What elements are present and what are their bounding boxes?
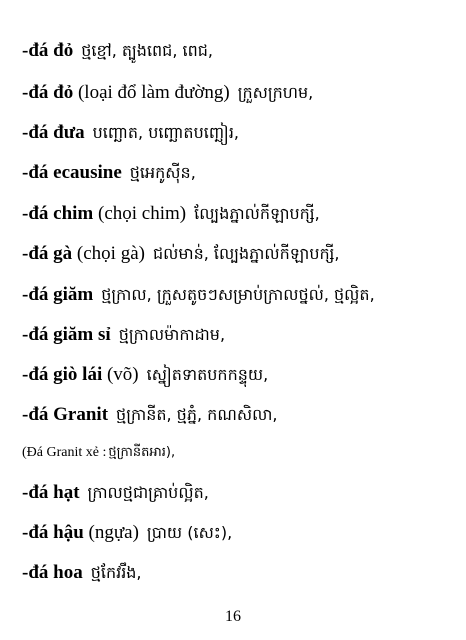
entry-qualifier: (chọi gà) [72,243,145,264]
entry-headword: -đá gà [22,243,73,264]
entry-headword: -đá đỏ [22,40,74,61]
entry-da-ga [22,243,339,265]
entry-da-granit [22,404,277,426]
entry-translation: ជល់មាន់, ល្បែងភ្នាល់កីឡាបក្សី, [152,244,340,263]
entry-da-granit-xe-note [22,442,175,464]
entry-translation: ថ្មក្រានីតអារ), [108,445,176,460]
page-number: 16 [225,608,241,625]
entry-headword: -đá ecausine [22,162,122,183]
entry-translation: បញ្ឆោត, បញ្ឆោតបញ្ឆៀរ, [92,123,239,142]
entry-qualifier: (võ) [102,364,139,385]
entry-translation: ល្បែងភ្នាល់កីឡាបក្សី, [194,204,320,223]
entry-headword: -đá hạt [22,482,80,503]
entry-da-hau [22,522,232,544]
entry-translation: ថ្មខ្មៅ, ត្បូងពេជ, ពេជ, [81,41,213,60]
entry-da-giam [22,284,375,306]
entry-da-dua [22,122,239,144]
entry-da-hoa [22,562,142,584]
entry-da-gio-lai [22,364,268,386]
entry-translation: ថ្មក្រាលម៉ាកាដាម, [118,325,226,344]
entry-translation: ថ្មអេកូស៊ីន, [129,163,196,182]
entry-translation: ថ្មក្រានីត, ថ្មភ្នំ, កណសិលា, [116,405,278,424]
entry-headword: -đá hoa [22,562,83,583]
entry-da-hat [22,482,209,504]
entry-headword: -đá giăm [22,284,94,305]
entry-headword: -đá Granit [22,404,109,425]
entry-headword: -đá chim [22,203,94,224]
entry-translation: ប្រាយ (សេះ), [146,523,233,542]
entry-translation: ក្រាលថ្មជាគ្រាប់ល្អិត, [87,483,209,502]
entry-da-chim [22,203,320,225]
entry-translation: ថ្មកែវរឹង, [90,563,142,582]
entry-da-do-1 [22,40,213,62]
entry-headword: -đá đỏ [22,82,74,103]
entry-da-do-2 [22,82,313,104]
entry-qualifier: (ngựa) [83,522,139,543]
entry-translation: ថ្មក្រាល, ក្រួសតូចៗសម្រាប់ក្រាលថ្នល់, ថ្មល្អិត, [101,285,375,304]
entry-translation: ស្នៀតទាតបកកន្ទុយ, [146,365,269,384]
entry-da-ecausine [22,162,196,184]
entry-headword: -đá giò lái [22,364,103,385]
entry-translation: ក្រួសក្រហម, [237,83,314,102]
entry-headword: -đá hậu [22,522,84,543]
entry-qualifier: (loại đổ làm đường) [73,82,230,103]
entry-headword: -đá giăm sỉ [22,324,111,345]
entry-qualifier: (Đá Granit xẻ : [22,445,107,460]
entry-qualifier: (chọi chim) [93,203,187,224]
entry-da-giam-si [22,324,225,346]
entry-headword: -đá đưa [22,122,85,143]
